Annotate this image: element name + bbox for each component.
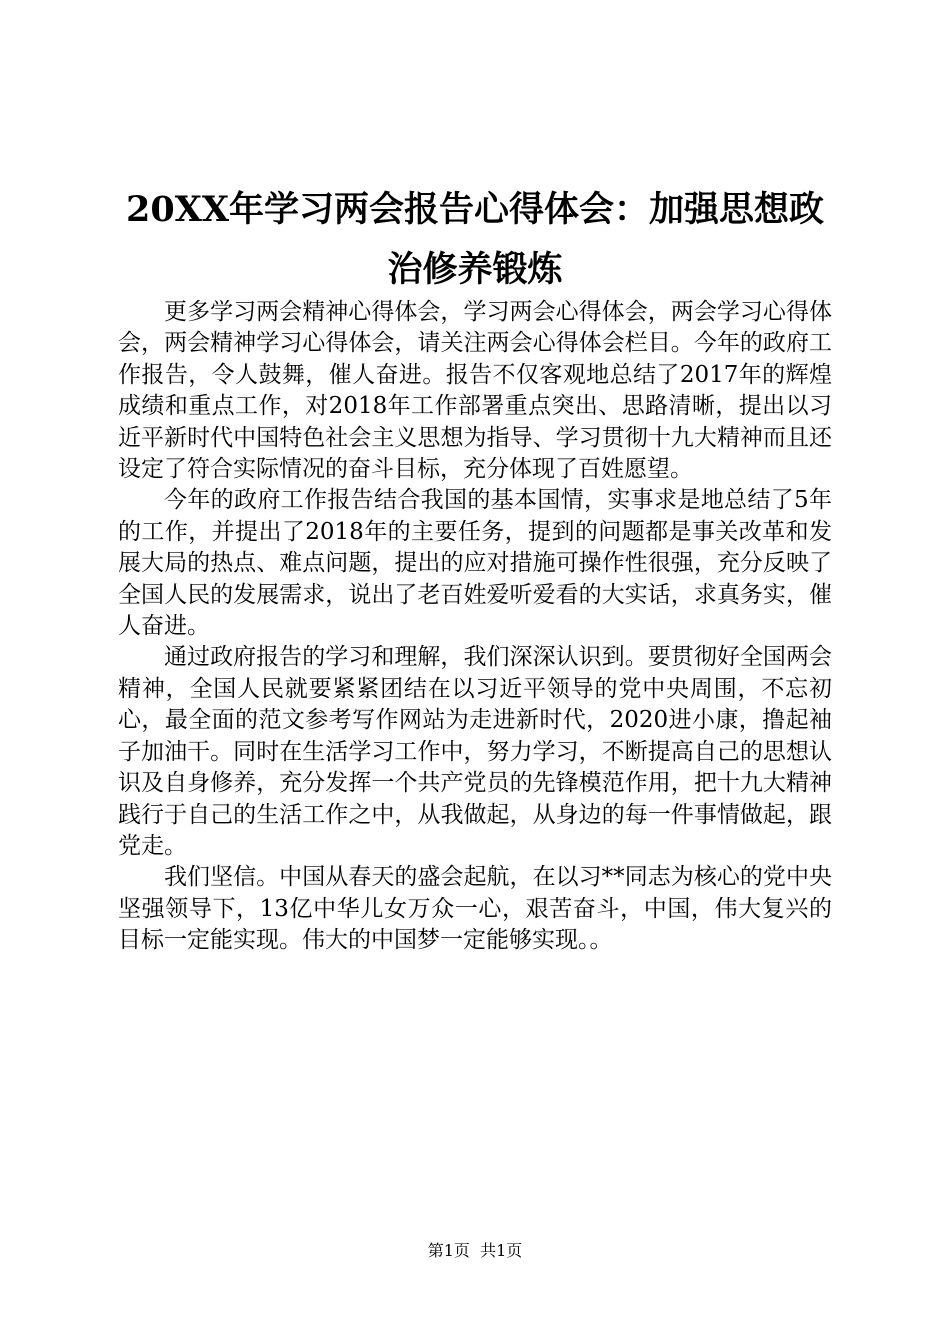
- page-total: 共1页: [480, 1241, 523, 1260]
- paragraph: 通过政府报告的学习和理解，我们深深认识到。要贯彻好全国两会精神，全国人民就要紧紧团结在以习近平领导的党中央周围，不忘初心，最全面的范文参考写作网站为走进新时代，2020进小康，撸起袖子加油干。同时在生活学习工作中，努力学习，不断提高自己的思想认识及自身修养，充分发挥一个共产党员的先锋模范作用，把十九大精神践行于自己的生活工作之中，从我做起，从身边的每一件事情做起，跟党走。: [118, 644, 832, 859]
- footer-spacer: [470, 1241, 480, 1260]
- paragraph: 今年的政府工作报告结合我国的基本国情，实事求是地总结了5年的工作，并提出了2018年的主要任务，提到的问题都是事关改革和发展大局的热点、难点问题，提出的应对措施可操作性很强，充分反映了全国人民的发展需求，说出了老百姓爱听爱看的大实话，求真务实，催人奋进。: [118, 487, 832, 640]
- paragraph: 更多学习两会精神心得体会，学习两会心得体会，两会学习心得体会，两会精神学习心得体会，请关注两会心得体会栏目。今年的政府工作报告，令人鼓舞，催人奋进。报告不仅客观地总结了2017年的辉煌成绩和重点工作，对2018年工作部署重点突出、思路清晰，提出以习近平新时代中国特色社会主义思想为指导、学习贯彻十九大精神而且还设定了符合实际情况的奋斗目标，充分体现了百姓愿望。: [118, 299, 832, 483]
- document-body: [118, 297, 832, 957]
- paragraph: 我们坚信。中国从春天的盛会起航，在以习**同志为核心的党中央坚强领导下，13亿中华儿女万众一心，艰苦奋斗，中国，伟大复兴的目标一定能实现。伟大的中国梦一定能够实现。。: [118, 864, 832, 954]
- document-title: 20XX年学习两会报告心得体会：加强思想政治修养锻炼: [125, 189, 825, 290]
- page-number: 第1页: [427, 1241, 470, 1260]
- page-footer: [0, 1240, 950, 1262]
